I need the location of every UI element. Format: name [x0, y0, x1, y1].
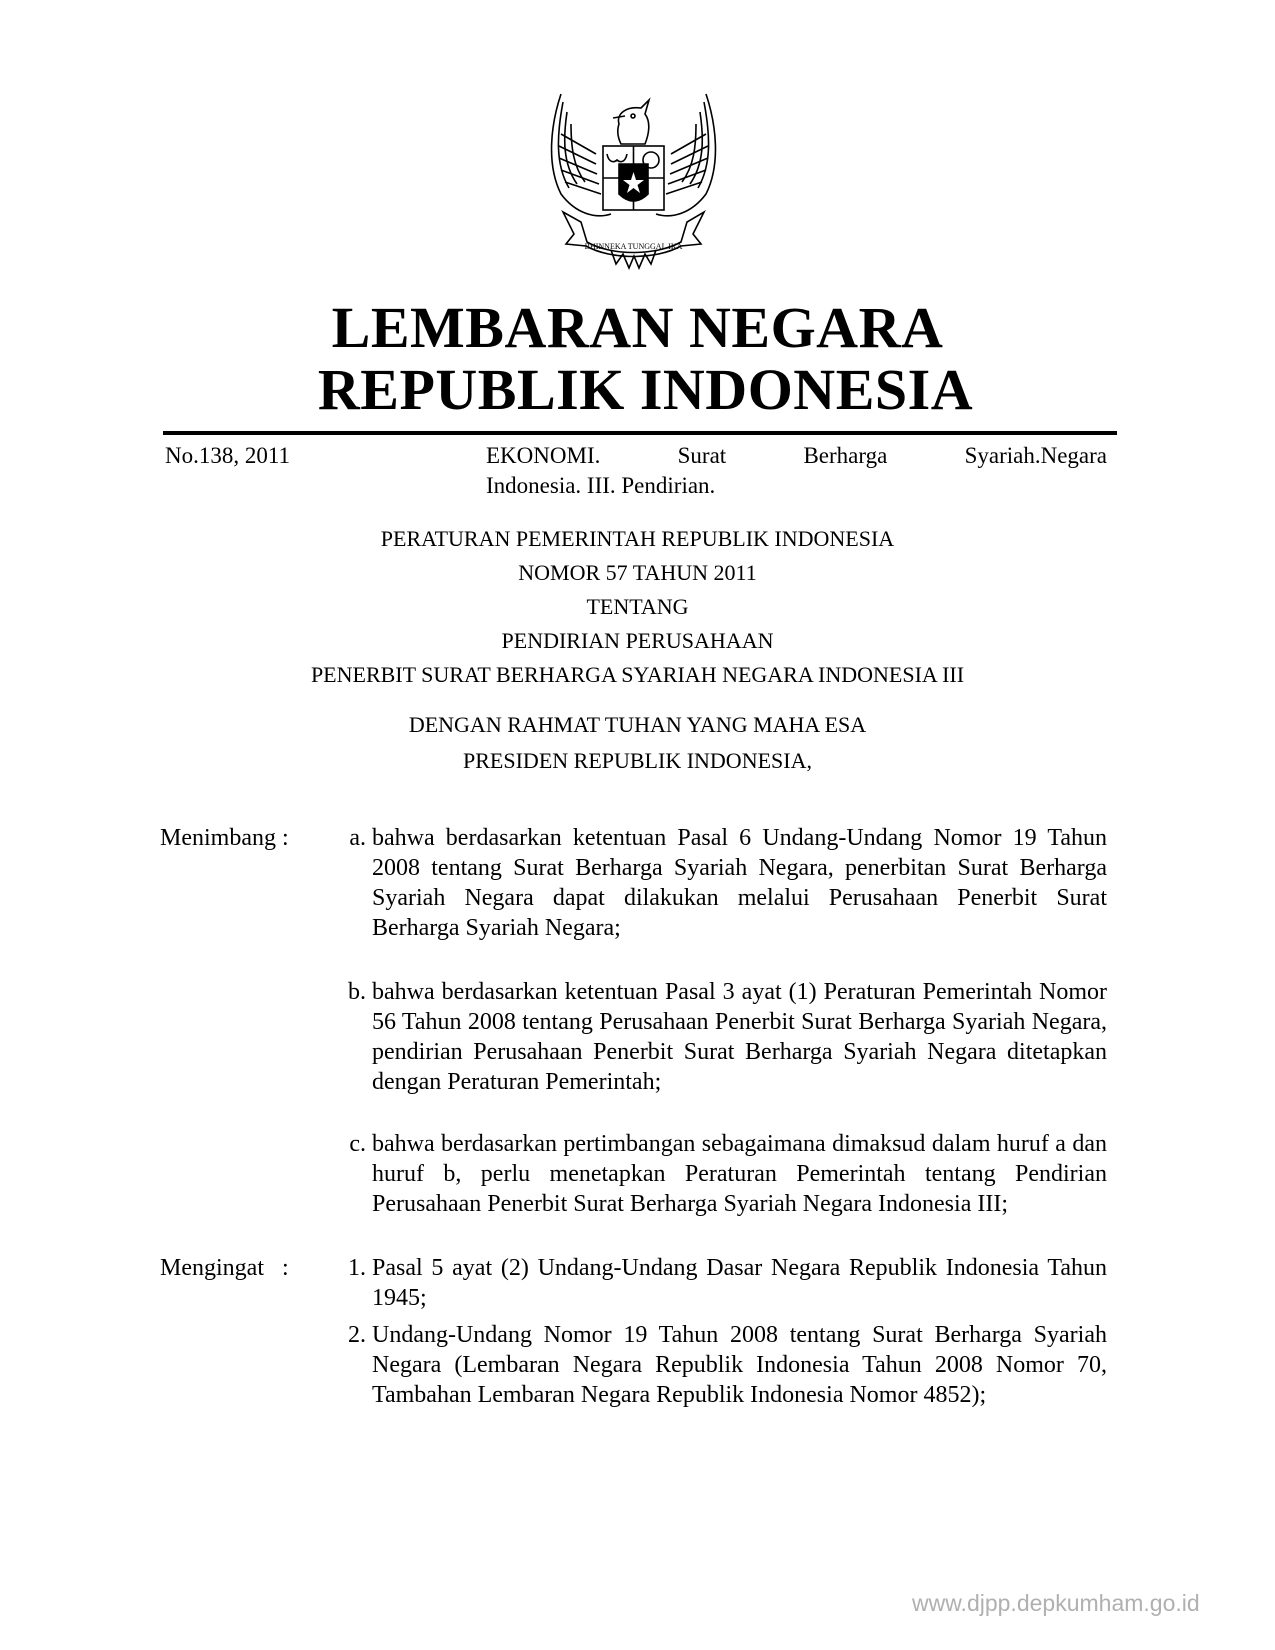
menimbang-item-b: bahwa berdasarkan ketentuan Pasal 3 ayat (1) Peraturan Pemerintah Nomor 56 Tahun 2008 tentang Perusahaan Penerbit Surat Berharga Syariah Negara, pendirian Perusahaan Penerbit Surat Berharga Syariah Negara ditetapkan dengan Peraturan Pemerintah;: [372, 979, 1107, 1095]
topic-line-2: Indonesia. III. Pendirian.: [486, 473, 716, 498]
menimbang-marker-a: a.: [349, 825, 366, 851]
mengingat-item-2: Undang-Undang Nomor 19 Tahun 2008 tentang Surat Berharga Syariah Negara (Lembaran Negara Republik Indonesia Tahun 2008 Nomor 70, Tambahan Lembaran Negara Republik Indonesia Nomor 4852);: [372, 1322, 1107, 1408]
gazette-number: No.138, 2011: [165, 443, 291, 468]
menimbang-marker-c: c.: [349, 1131, 366, 1157]
garuda-emblem-icon: [541, 84, 726, 270]
masthead-rule: [163, 431, 1117, 435]
president-line: PRESIDEN REPUBLIK INDONESIA,: [463, 748, 812, 773]
masthead-subtitle: REPUBLIK INDONESIA: [317, 357, 974, 422]
blessing-line: DENGAN RAHMAT TUHAN YANG MAHA ESA: [408, 712, 867, 737]
menimbang-marker-b: b.: [348, 979, 366, 1005]
mengingat-marker-2: 2.: [348, 1322, 366, 1348]
topic-word: EKONOMI.: [486, 443, 601, 468]
regulation-number: NOMOR 57 TAHUN 2011: [518, 560, 757, 585]
menimbang-item-a: bahwa berdasarkan ketentuan Pasal 6 Undang-Undang Nomor 19 Tahun 2008 tentang Surat Berharga Syariah Negara, penerbitan Surat Berharga Syariah Negara dapat dilakukan melalui Perusahaan Penerbit Surat Berharga Syariah Negara;: [372, 825, 1107, 941]
gazette-topic: [486, 441, 1107, 501]
motto-text: BHINNEKA TUNGGAL IKA: [584, 242, 683, 251]
mengingat-item-1: Pasal 5 ayat (2) Undang-Undang Dasar Negara Republik Indonesia Tahun 1945;: [372, 1255, 1107, 1311]
regulation-about: TENTANG: [586, 594, 689, 619]
mengingat-label: Mengingat :: [160, 1255, 289, 1281]
masthead-title: LEMBARAN NEGARA: [331, 295, 944, 360]
topic-word: Surat: [677, 443, 727, 468]
regulation-subject-2: PENERBIT SURAT BERHARGA SYARIAH NEGARA INDONESIA III: [310, 662, 965, 687]
regulation-heading: PERATURAN PEMERINTAH REPUBLIK INDONESIA: [380, 526, 895, 551]
website-watermark: www.djpp.depkumham.go.id: [912, 1590, 1200, 1616]
topic-word: Berharga: [803, 443, 888, 468]
topic-word: Syariah.Negara: [964, 443, 1107, 468]
menimbang-label: Menimbang :: [160, 825, 289, 851]
mengingat-marker-1: 1.: [348, 1255, 366, 1281]
menimbang-item-c: bahwa berdasarkan pertimbangan sebagaimana dimaksud dalam huruf a dan huruf b, perlu menetapkan Peraturan Pemerintah tentang Pendirian Perusahaan Penerbit Surat Berharga Syariah Negara Indonesia III;: [372, 1131, 1107, 1217]
regulation-subject-1: PENDIRIAN PERUSAHAAN: [501, 628, 774, 653]
